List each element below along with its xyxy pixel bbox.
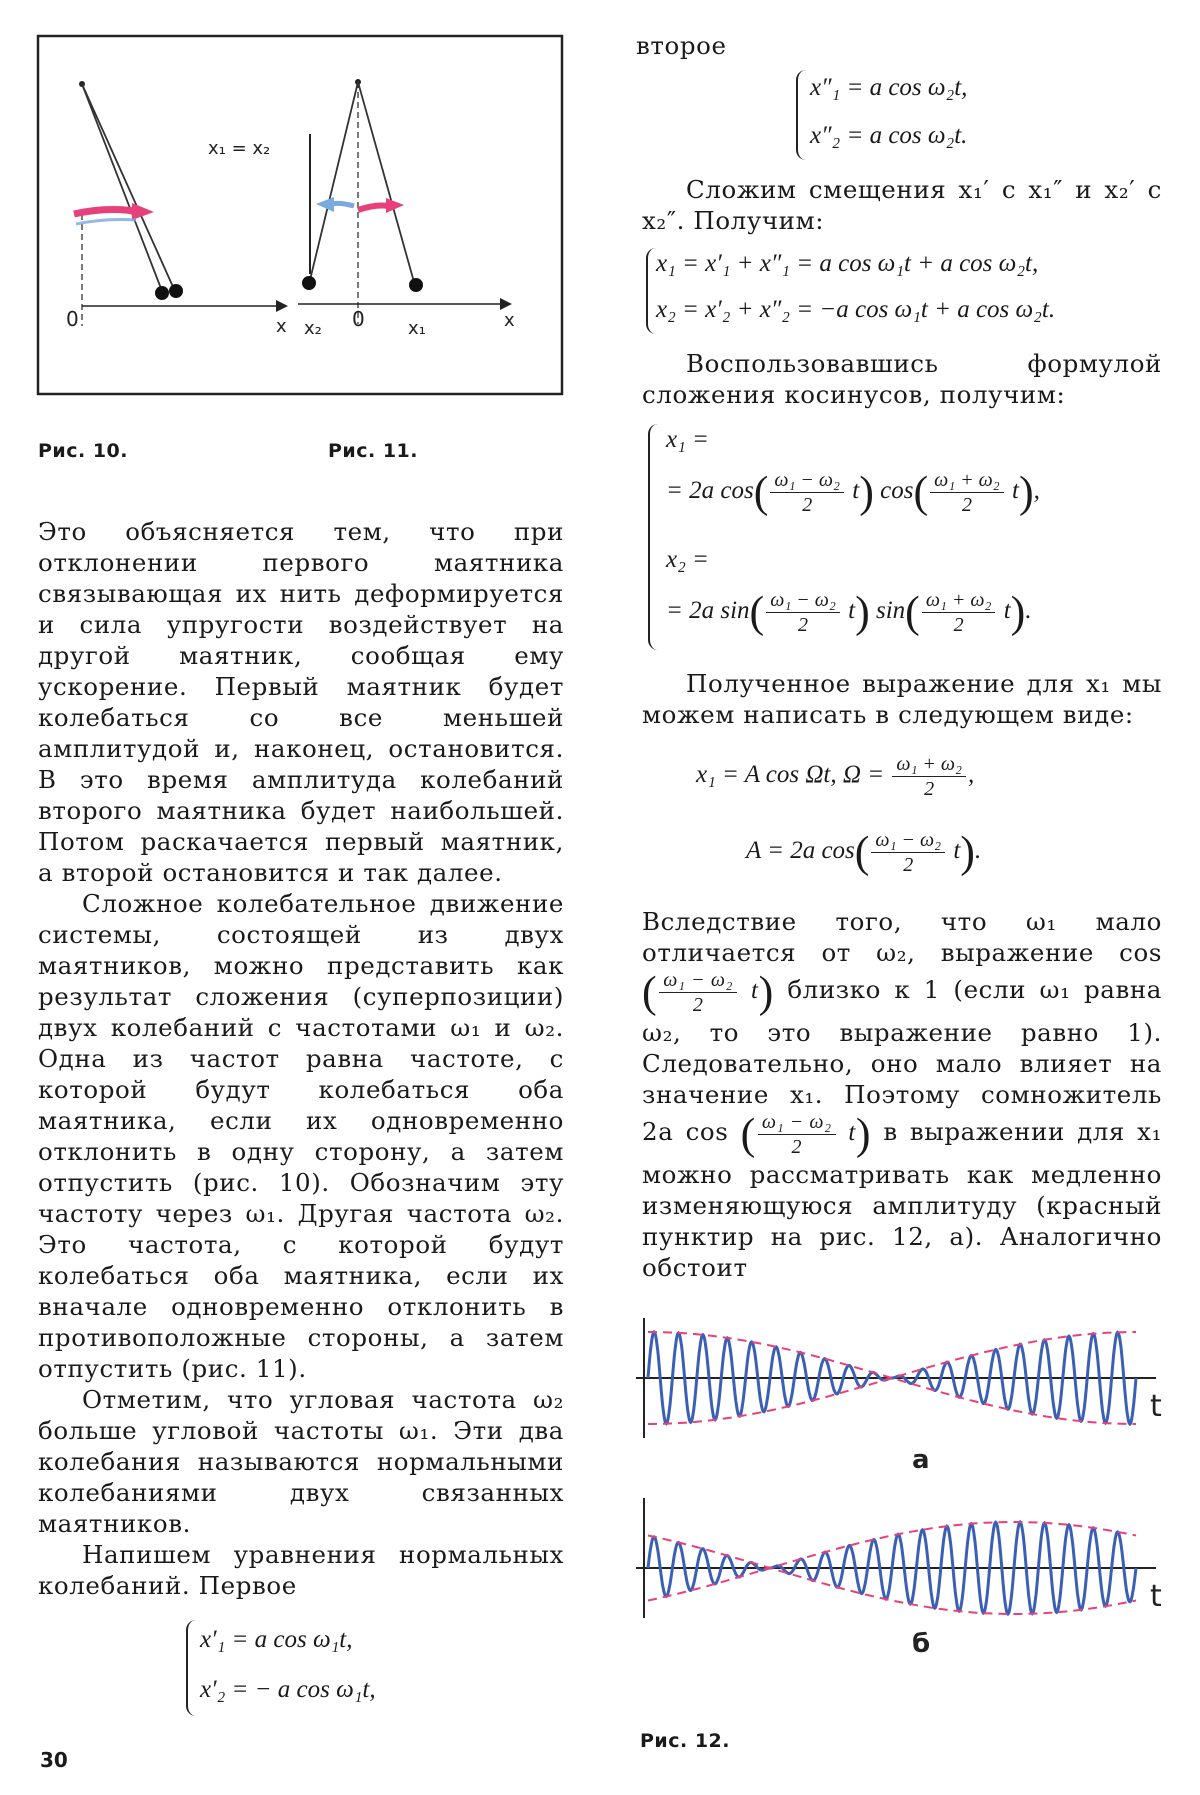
pendulum-bob xyxy=(155,286,169,300)
axis-t-label: t xyxy=(1150,1579,1162,1614)
frac-num: ω₁ − ω₂ xyxy=(871,828,945,853)
axis-x2-label: x₂ xyxy=(304,318,322,339)
equation: x′₁ = a cos ω₁t, xyxy=(200,1626,353,1653)
frac-num: ω₁ − ω₂ xyxy=(659,968,737,993)
frac-den: 2 xyxy=(961,494,972,516)
figure-frame xyxy=(38,36,562,394)
word-second: второе xyxy=(636,31,727,60)
inline-math: ( $\frac{\text{ω₁ − ω₂}}{2}$ t) xyxy=(740,1109,872,1159)
label-x1-eq-x2: x₁ = x₂ xyxy=(208,138,271,159)
paragraph: Сложное колебательное движение системы, состоящей из двух маятников, можно представить как результат сложения (суперпозиции) двух колебаний с частотами ω₁ и ω₂. Одна из частот равна частоте, с которой будут колебаться оба маятника, если их одновременно отклонить в одну сторону, а затем отпустить (рис. 10). Обозначим эту частоту через ω₁. Другая частота ω₂. Это частота, с которой будут колебаться оба маятника, если их вначале одновременно отклонить в противоположные стороны, а затем отпустить (рис. 11). xyxy=(38,889,564,1383)
paragraph-text: близко к 1 (если ω₁ равна ω₂, то это выражение равно 1). Следовательно, оно мало влияет на значение x₁. Поэтому сомножитель 2a cos xyxy=(642,975,1163,1147)
frac-num: ω₁ − ω₂ xyxy=(758,1110,836,1135)
equation-brace xyxy=(186,1620,196,1716)
frac-den: 2 xyxy=(791,1136,803,1158)
equation: x₂ = x′₂ + x″₂ = −a cos ω₁t + a cos ω₂t. xyxy=(656,296,1056,323)
equation: x″₁ = a cos ω₂t, xyxy=(810,74,968,101)
frac-num: ω₁ − ω₂ xyxy=(766,588,840,613)
frac-den: 2 xyxy=(953,614,964,636)
var-t: t xyxy=(751,977,759,1005)
wave-a xyxy=(648,1332,1136,1424)
pendulum-bob xyxy=(169,284,183,298)
eq-part: x₁ = A cos Ωt, Ω = xyxy=(696,761,885,789)
frac-den: 2 xyxy=(903,854,914,876)
equation: x′₂ = − a cos ω₁t, xyxy=(200,1676,376,1703)
arrow-pink xyxy=(74,210,134,214)
paragraph-text: Воспользовавшись формулой сложения косинусов, получим: xyxy=(642,349,1162,409)
axis-x1-label: x₁ xyxy=(408,318,426,339)
var-t: t xyxy=(848,1119,856,1147)
eq-part: = 2a sin xyxy=(666,597,750,625)
equation-x1-rhs: = 2a cos( $\frac{\text{ω₁ − ω₂}}{2}$ t) cos( $\frac{\text{ω₁ + ω₂}}{2}$ t), xyxy=(666,467,1040,517)
var-t: t xyxy=(848,597,856,625)
eq-part: = 2a cos xyxy=(666,477,754,505)
frac-den: 2 xyxy=(692,994,704,1016)
figure-12 xyxy=(636,1318,1176,1718)
var-t: t xyxy=(1003,597,1011,625)
left-column xyxy=(38,516,564,1601)
caption-fig10: Рис. 10. xyxy=(38,440,128,462)
equation-brace xyxy=(796,70,806,160)
frac-num: ω₁ + ω₂ xyxy=(922,588,996,613)
var-t: t xyxy=(953,837,961,865)
caption-fig11: Рис. 11. xyxy=(328,440,418,462)
frac-num: ω₁ + ω₂ xyxy=(930,468,1004,493)
axis-t-label: t xyxy=(1150,1389,1162,1424)
paragraph: Отметим, что угловая частота ω₂ больше угловой частоты ω₁. Эти два колебания называются нормальными колебаниями двух связанных маятников. xyxy=(38,1385,564,1538)
frac-den: 2 xyxy=(802,494,813,516)
arrow-pink xyxy=(358,206,388,211)
figure-11-pendulums xyxy=(298,79,515,339)
axis-origin-label: 0 xyxy=(352,307,365,331)
var-t: t xyxy=(1012,477,1019,505)
axis-x-label: x xyxy=(276,316,287,337)
figure-10-11 xyxy=(36,34,566,414)
equation-x1-lhs: x₁ = xyxy=(666,426,709,453)
eq-part: sin xyxy=(875,597,906,625)
label-a: а xyxy=(912,1445,930,1475)
paragraph xyxy=(642,668,1162,730)
equation-A-def: A = 2a cos( $\frac{\text{ω₁ − ω₂}}{2}$ t). xyxy=(746,827,982,877)
paragraph xyxy=(642,174,1162,236)
paragraph: Это объясняется тем, что при отклонении первого маятника связывающая их нить деформируется и сила упругости воздействует на другой маятник, сообщая ему ускорение. Первый маятник будет колебаться со все меньшей амплитудой и, наконец, остановится. В это время амплитуда колебаний второго маятника будет наибольшей. Потом раскачается первый маятник, а второй остановится и так далее. xyxy=(38,517,564,887)
axis-origin-label: 0 xyxy=(66,307,79,331)
arrow-blue xyxy=(76,220,136,225)
frac-num: ω₁ + ω₂ xyxy=(892,752,966,777)
frac-den: 2 xyxy=(924,778,935,800)
paragraph-text: Полученное выражение для x₁ мы можем написать в следующем виде: xyxy=(642,669,1162,729)
eq-part: cos xyxy=(880,477,914,505)
equation: x₁ = x′₁ + x″₁ = a cos ω₁t + a cos ω₂t, xyxy=(656,250,1039,277)
equation-brace xyxy=(648,424,658,650)
eq-part: A = 2a cos xyxy=(746,837,855,865)
equation-A-form: x₁ = A cos Ωt, Ω = $\frac{\text{ω₁ + ω₂}}{2}$ , xyxy=(696,753,975,800)
equation-brace xyxy=(646,248,656,334)
figure-12a xyxy=(636,1318,1162,1475)
arrow-blue xyxy=(332,203,354,206)
equation: x″₂ = a cos ω₂t. xyxy=(810,122,968,149)
page-number: 30 xyxy=(40,1748,68,1772)
var-t: t xyxy=(852,477,860,505)
paragraph-text: Сложим смещения x₁′ с x₁″ и x₂′ с x₂″. Получим: xyxy=(642,175,1162,235)
equation-x2-lhs: x₂ = xyxy=(666,546,709,573)
equation-x2-rhs: = 2a sin( $\frac{\text{ω₁ − ω₂}}{2}$ t) sin( $\frac{\text{ω₁ + ω₂}}{2}$ t). xyxy=(666,587,1032,637)
paragraph xyxy=(642,906,1162,1283)
paragraph xyxy=(642,348,1162,410)
paragraph: Напишем уравнения нормальных колебаний. Первое xyxy=(38,1540,564,1600)
paragraph-text: в выражении для x₁ можно рассматривать как медленно изменяющуюся амплитуду (красный пунктир на рис. 12, a). Аналогично обстоит xyxy=(642,1117,1162,1282)
paragraph-text: Вследствие того, что ω₁ мало отличается от ω₂, выражение cos xyxy=(642,907,1162,967)
inline-math: ( $\frac{\text{ω₁ − ω₂}}{2}$ t) xyxy=(642,967,774,1017)
figure-12b xyxy=(636,1498,1162,1659)
pendulum-bob xyxy=(302,276,316,290)
frac-num: ω₁ − ω₂ xyxy=(770,468,844,493)
pendulum-bob xyxy=(409,278,423,292)
label-b: б xyxy=(912,1629,931,1659)
figure-10-pendulums xyxy=(66,81,288,337)
wave-b xyxy=(648,1522,1136,1614)
frac-den: 2 xyxy=(798,614,809,636)
caption-fig12: Рис. 12. xyxy=(640,1730,730,1752)
axis-x-label: x xyxy=(504,310,515,331)
